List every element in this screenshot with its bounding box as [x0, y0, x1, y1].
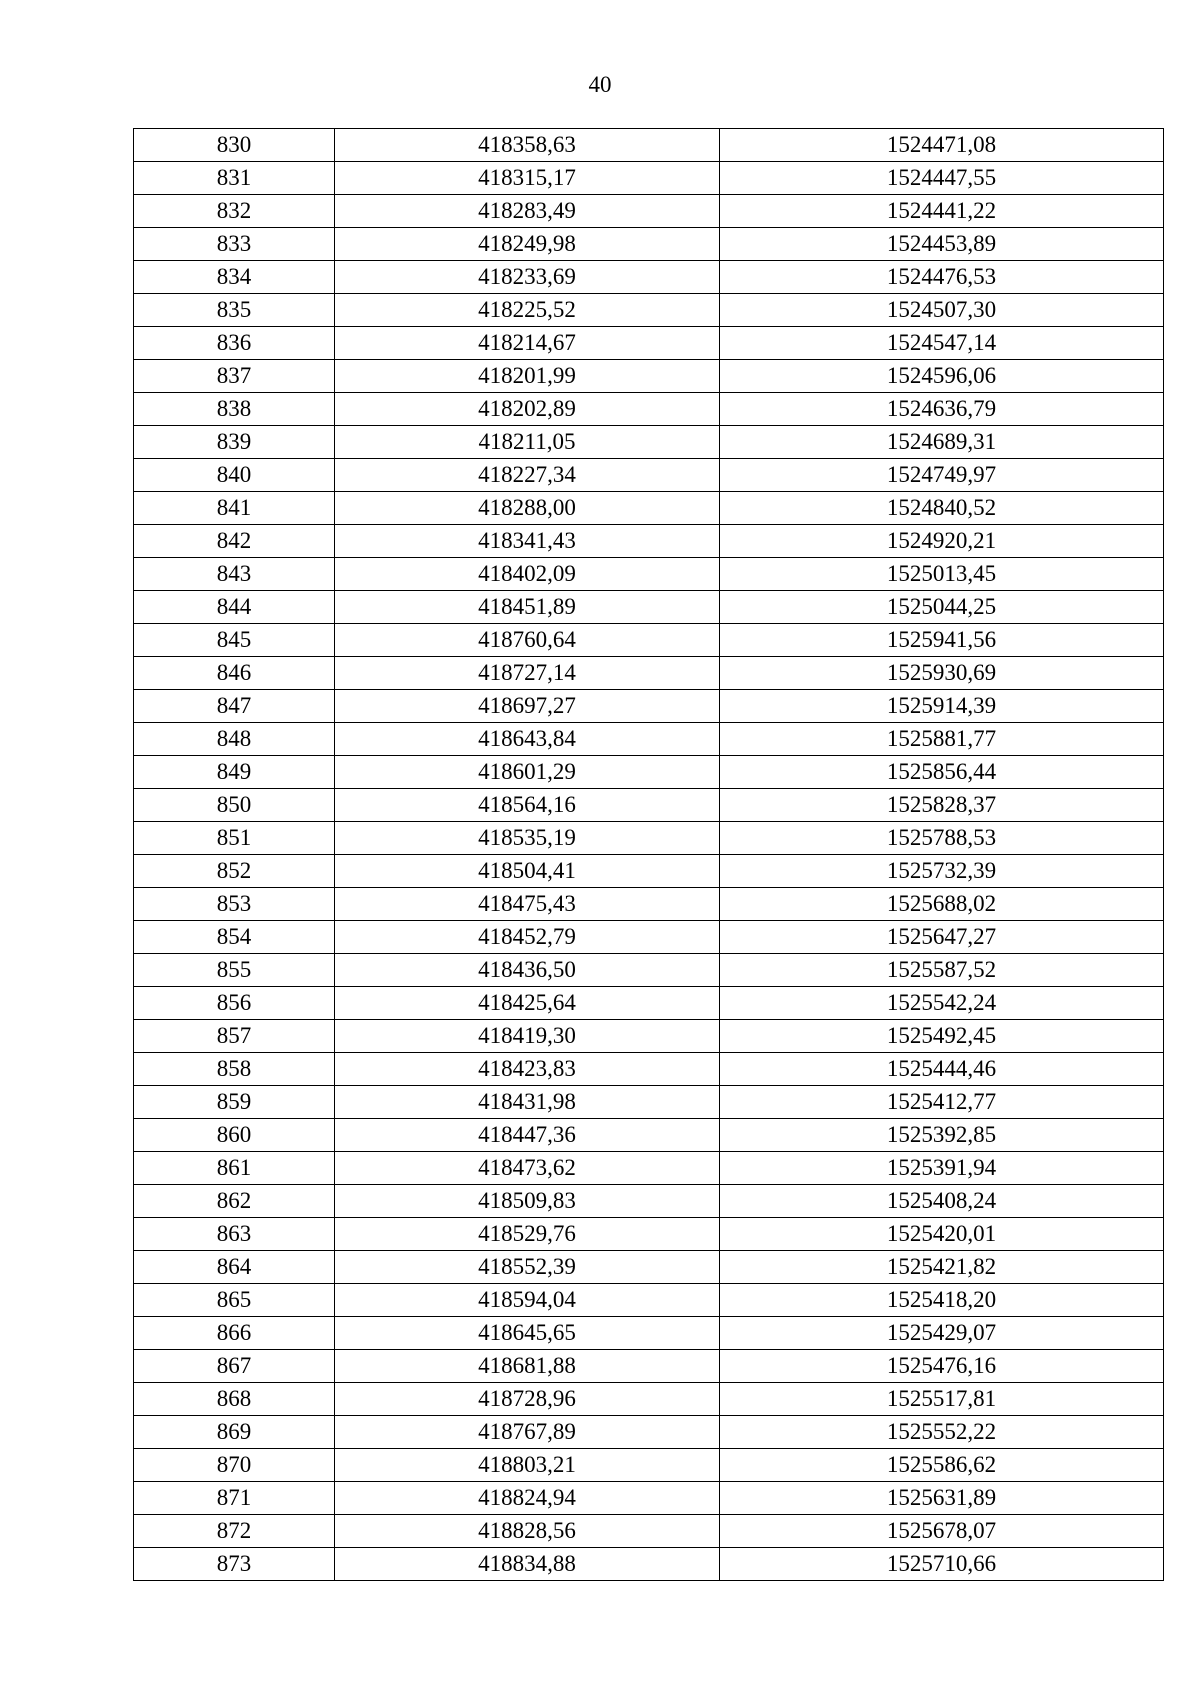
coordinate-x-cell: 418402,09	[335, 558, 720, 591]
point-number-cell: 868	[134, 1383, 335, 1416]
point-number-cell: 855	[134, 954, 335, 987]
coordinate-x-cell: 418552,39	[335, 1251, 720, 1284]
coordinate-x-cell: 418564,16	[335, 789, 720, 822]
point-number-cell: 858	[134, 1053, 335, 1086]
coordinate-y-cell: 1525418,20	[720, 1284, 1164, 1317]
point-number-cell: 847	[134, 690, 335, 723]
coordinate-y-cell: 1525408,24	[720, 1185, 1164, 1218]
coordinate-x-cell: 418728,96	[335, 1383, 720, 1416]
coordinate-x-cell: 418594,04	[335, 1284, 720, 1317]
point-number-cell: 844	[134, 591, 335, 624]
coordinate-y-cell: 1525013,45	[720, 558, 1164, 591]
table-row	[134, 591, 1164, 624]
coordinate-y-cell: 1525914,39	[720, 690, 1164, 723]
coordinate-y-cell: 1524689,31	[720, 426, 1164, 459]
coordinate-x-cell: 418529,76	[335, 1218, 720, 1251]
point-number-cell: 859	[134, 1086, 335, 1119]
point-number-cell: 832	[134, 195, 335, 228]
point-number-cell: 857	[134, 1020, 335, 1053]
coordinate-x-cell: 418504,41	[335, 855, 720, 888]
coordinate-y-cell: 1525552,22	[720, 1416, 1164, 1449]
table-row	[134, 822, 1164, 855]
coordinate-y-cell: 1524476,53	[720, 261, 1164, 294]
coordinates-table-body	[134, 129, 1164, 1581]
table-row	[134, 1053, 1164, 1086]
coordinates-table	[133, 128, 1164, 1581]
table-row	[134, 723, 1164, 756]
point-number-cell: 861	[134, 1152, 335, 1185]
coordinate-x-cell: 418760,64	[335, 624, 720, 657]
table-row	[134, 228, 1164, 261]
coordinate-y-cell: 1525732,39	[720, 855, 1164, 888]
point-number-cell: 831	[134, 162, 335, 195]
table-row	[134, 1449, 1164, 1482]
table-row	[134, 1284, 1164, 1317]
point-number-cell: 867	[134, 1350, 335, 1383]
coordinate-y-cell: 1525828,37	[720, 789, 1164, 822]
point-number-cell: 842	[134, 525, 335, 558]
table-row	[134, 624, 1164, 657]
coordinate-y-cell: 1525856,44	[720, 756, 1164, 789]
coordinate-x-cell: 418834,88	[335, 1548, 720, 1581]
table-row	[134, 789, 1164, 822]
point-number-cell: 870	[134, 1449, 335, 1482]
coordinate-x-cell: 418423,83	[335, 1053, 720, 1086]
coordinate-x-cell: 418233,69	[335, 261, 720, 294]
coordinate-x-cell: 418452,79	[335, 921, 720, 954]
table-row	[134, 129, 1164, 162]
point-number-cell: 850	[134, 789, 335, 822]
coordinate-y-cell: 1524596,06	[720, 360, 1164, 393]
table-row	[134, 1251, 1164, 1284]
table-row	[134, 1482, 1164, 1515]
table-row	[134, 888, 1164, 921]
coordinate-x-cell: 418419,30	[335, 1020, 720, 1053]
coordinate-y-cell: 1524447,55	[720, 162, 1164, 195]
coordinate-x-cell: 418249,98	[335, 228, 720, 261]
coordinate-y-cell: 1525647,27	[720, 921, 1164, 954]
table-row	[134, 954, 1164, 987]
point-number-cell: 860	[134, 1119, 335, 1152]
table-row	[134, 855, 1164, 888]
coordinate-y-cell: 1525420,01	[720, 1218, 1164, 1251]
coordinate-y-cell: 1525586,62	[720, 1449, 1164, 1482]
table-row	[134, 921, 1164, 954]
point-number-cell: 872	[134, 1515, 335, 1548]
table-row	[134, 261, 1164, 294]
point-number-cell: 865	[134, 1284, 335, 1317]
point-number-cell: 862	[134, 1185, 335, 1218]
coordinate-x-cell: 418727,14	[335, 657, 720, 690]
point-number-cell: 852	[134, 855, 335, 888]
coordinate-x-cell: 418643,84	[335, 723, 720, 756]
coordinate-y-cell: 1525476,16	[720, 1350, 1164, 1383]
coordinate-y-cell: 1524471,08	[720, 129, 1164, 162]
coordinate-y-cell: 1525391,94	[720, 1152, 1164, 1185]
coordinate-y-cell: 1524840,52	[720, 492, 1164, 525]
coordinate-y-cell: 1524441,22	[720, 195, 1164, 228]
coordinate-y-cell: 1525930,69	[720, 657, 1164, 690]
coordinate-x-cell: 418201,99	[335, 360, 720, 393]
coordinate-x-cell: 418211,05	[335, 426, 720, 459]
coordinate-x-cell: 418431,98	[335, 1086, 720, 1119]
table-row	[134, 1317, 1164, 1350]
coordinate-x-cell: 418358,63	[335, 129, 720, 162]
coordinate-x-cell: 418425,64	[335, 987, 720, 1020]
point-number-cell: 853	[134, 888, 335, 921]
coordinate-y-cell: 1525421,82	[720, 1251, 1164, 1284]
point-number-cell: 848	[134, 723, 335, 756]
coordinate-x-cell: 418697,27	[335, 690, 720, 723]
point-number-cell: 856	[134, 987, 335, 1020]
point-number-cell: 866	[134, 1317, 335, 1350]
coordinate-y-cell: 1525788,53	[720, 822, 1164, 855]
coordinate-y-cell: 1524507,30	[720, 294, 1164, 327]
coordinate-x-cell: 418828,56	[335, 1515, 720, 1548]
coordinate-x-cell: 418288,00	[335, 492, 720, 525]
coordinate-y-cell: 1525044,25	[720, 591, 1164, 624]
point-number-cell: 871	[134, 1482, 335, 1515]
point-number-cell: 843	[134, 558, 335, 591]
coordinate-y-cell: 1525392,85	[720, 1119, 1164, 1152]
coordinate-y-cell: 1524920,21	[720, 525, 1164, 558]
table-row	[134, 690, 1164, 723]
coordinate-x-cell: 418451,89	[335, 591, 720, 624]
point-number-cell: 838	[134, 393, 335, 426]
table-row	[134, 525, 1164, 558]
coordinate-x-cell: 418824,94	[335, 1482, 720, 1515]
table-row	[134, 195, 1164, 228]
point-number-cell: 833	[134, 228, 335, 261]
coordinate-x-cell: 418473,62	[335, 1152, 720, 1185]
coordinate-y-cell: 1525517,81	[720, 1383, 1164, 1416]
coordinate-y-cell: 1525429,07	[720, 1317, 1164, 1350]
table-row	[134, 1515, 1164, 1548]
table-row	[134, 1086, 1164, 1119]
table-row	[134, 393, 1164, 426]
coordinate-y-cell: 1525492,45	[720, 1020, 1164, 1053]
coordinate-x-cell: 418436,50	[335, 954, 720, 987]
point-number-cell: 864	[134, 1251, 335, 1284]
table-row	[134, 1383, 1164, 1416]
coordinate-y-cell: 1524749,97	[720, 459, 1164, 492]
point-number-cell: 851	[134, 822, 335, 855]
table-row	[134, 1350, 1164, 1383]
table-row	[134, 1548, 1164, 1581]
coordinate-x-cell: 418645,65	[335, 1317, 720, 1350]
point-number-cell: 839	[134, 426, 335, 459]
point-number-cell: 834	[134, 261, 335, 294]
coordinate-y-cell: 1525587,52	[720, 954, 1164, 987]
point-number-cell: 837	[134, 360, 335, 393]
point-number-cell: 849	[134, 756, 335, 789]
table-row	[134, 162, 1164, 195]
table-row	[134, 756, 1164, 789]
coordinate-x-cell: 418509,83	[335, 1185, 720, 1218]
table-row	[134, 459, 1164, 492]
coordinate-x-cell: 418535,19	[335, 822, 720, 855]
coordinate-y-cell: 1525678,07	[720, 1515, 1164, 1548]
page-number: 40	[588, 72, 612, 97]
table-row	[134, 327, 1164, 360]
table-row	[134, 426, 1164, 459]
table-row	[134, 294, 1164, 327]
coordinate-x-cell: 418225,52	[335, 294, 720, 327]
coordinate-y-cell: 1524453,89	[720, 228, 1164, 261]
coordinate-y-cell: 1525881,77	[720, 723, 1164, 756]
coordinate-x-cell: 418767,89	[335, 1416, 720, 1449]
point-number-cell: 830	[134, 129, 335, 162]
table-row	[134, 987, 1164, 1020]
point-number-cell: 863	[134, 1218, 335, 1251]
coordinate-y-cell: 1525542,24	[720, 987, 1164, 1020]
table-row	[134, 558, 1164, 591]
point-number-cell: 873	[134, 1548, 335, 1581]
coordinate-x-cell: 418341,43	[335, 525, 720, 558]
point-number-cell: 840	[134, 459, 335, 492]
coordinate-y-cell: 1525412,77	[720, 1086, 1164, 1119]
point-number-cell: 854	[134, 921, 335, 954]
coordinate-x-cell: 418601,29	[335, 756, 720, 789]
coordinate-y-cell: 1525631,89	[720, 1482, 1164, 1515]
table-row	[134, 657, 1164, 690]
coordinate-y-cell: 1525941,56	[720, 624, 1164, 657]
coordinate-x-cell: 418681,88	[335, 1350, 720, 1383]
coordinate-x-cell: 418315,17	[335, 162, 720, 195]
coordinate-y-cell: 1525444,46	[720, 1053, 1164, 1086]
coordinate-x-cell: 418202,89	[335, 393, 720, 426]
coordinate-x-cell: 418447,36	[335, 1119, 720, 1152]
coordinate-y-cell: 1525710,66	[720, 1548, 1164, 1581]
table-row	[134, 1119, 1164, 1152]
point-number-cell: 841	[134, 492, 335, 525]
coordinate-x-cell: 418475,43	[335, 888, 720, 921]
coordinate-x-cell: 418283,49	[335, 195, 720, 228]
point-number-cell: 836	[134, 327, 335, 360]
table-row	[134, 360, 1164, 393]
table-row	[134, 492, 1164, 525]
point-number-cell: 869	[134, 1416, 335, 1449]
coordinate-y-cell: 1525688,02	[720, 888, 1164, 921]
table-row	[134, 1152, 1164, 1185]
table-row	[134, 1020, 1164, 1053]
coordinate-x-cell: 418227,34	[335, 459, 720, 492]
point-number-cell: 845	[134, 624, 335, 657]
point-number-cell: 846	[134, 657, 335, 690]
coordinate-x-cell: 418214,67	[335, 327, 720, 360]
table-row	[134, 1218, 1164, 1251]
table-row	[134, 1416, 1164, 1449]
table-row	[134, 1185, 1164, 1218]
coordinate-y-cell: 1524547,14	[720, 327, 1164, 360]
coordinate-x-cell: 418803,21	[335, 1449, 720, 1482]
point-number-cell: 835	[134, 294, 335, 327]
coordinate-y-cell: 1524636,79	[720, 393, 1164, 426]
